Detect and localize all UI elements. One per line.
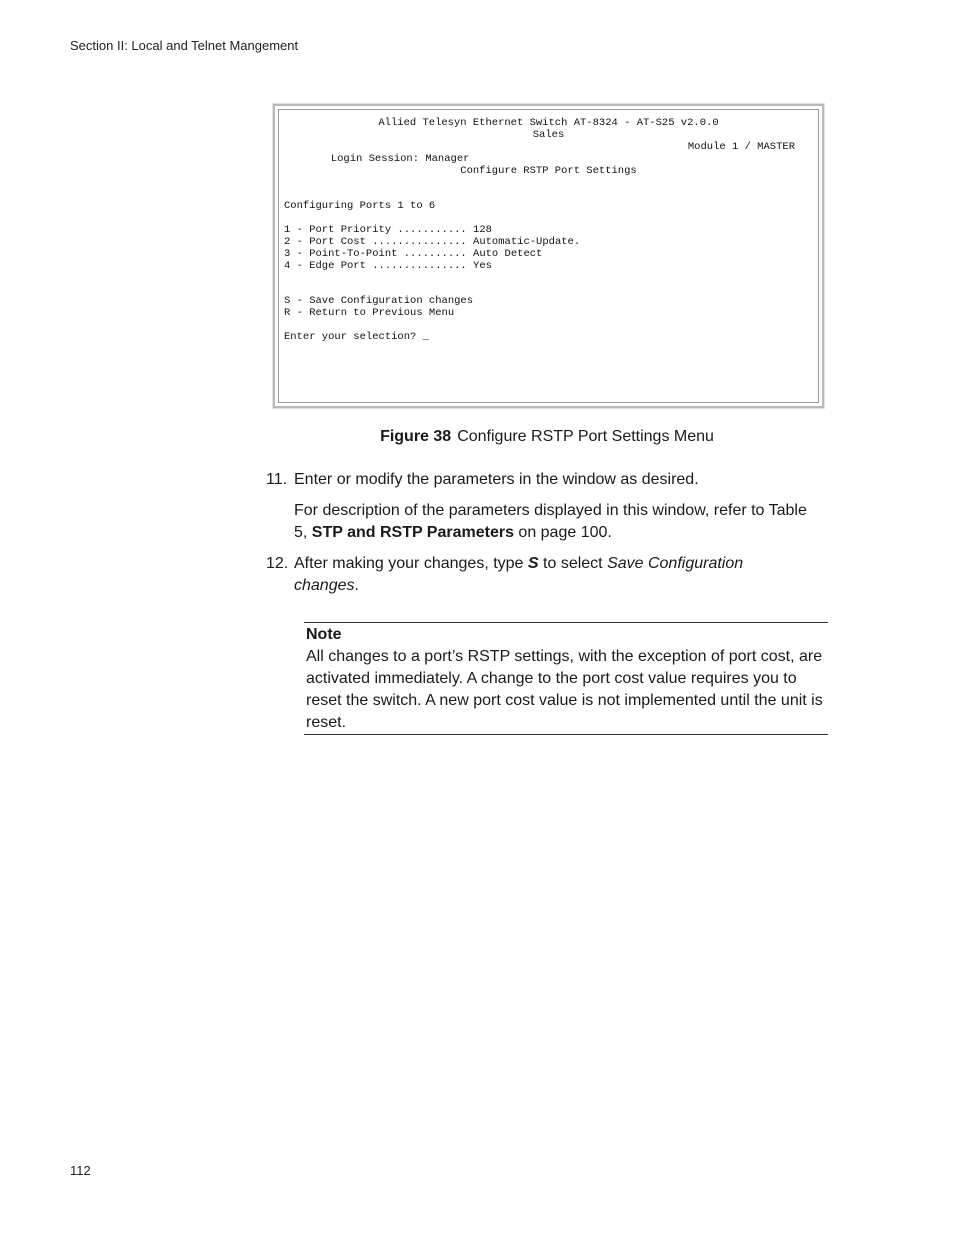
- menu-option-edge-port[interactable]: 4 - Edge Port ............... Yes: [284, 260, 492, 272]
- step-text-middle: to select: [538, 555, 608, 572]
- menu-option-return[interactable]: R - Return to Previous Menu: [284, 307, 455, 319]
- figure-label: Figure 38: [380, 428, 452, 445]
- terminal-subtitle: Sales: [532, 129, 565, 141]
- terminal-window: [278, 109, 819, 403]
- detail-text: For description of the parameters displayed in this window, refer to Table 5,: [294, 502, 807, 541]
- note-body: All changes to a port’s RSTP settings, with the exception of port cost, are activated immediately. A change to the port cost value requires you to reset the switch. A new port cost value is not implemented until the unit is reset.: [306, 648, 823, 731]
- running-header: Section II: Local and Telnet Mangement: [70, 38, 299, 53]
- step-text: [294, 553, 804, 597]
- step-11-detail: [294, 500, 814, 544]
- step-text: Enter or modify the parameters in the window as desired.: [294, 471, 699, 488]
- detail-page-ref: on page 100.: [513, 524, 612, 541]
- step-text-prefix: After making your changes, type: [294, 555, 528, 572]
- terminal-screenshot: [273, 104, 824, 408]
- terminal-title: Allied Telesyn Ethernet Switch AT-8324 - AT-S25 v2.0.0: [378, 117, 719, 129]
- key-s: S: [527, 555, 539, 572]
- login-session: Login Session: Manager: [330, 153, 470, 165]
- configuring-ports: Configuring Ports 1 to 6: [284, 200, 436, 212]
- note-box: [304, 622, 828, 735]
- table-reference: STP and RSTP Parameters: [311, 524, 514, 541]
- module-indicator: Module 1 / MASTER: [687, 141, 795, 153]
- step-number: 11.: [266, 471, 288, 488]
- menu-option-port-cost[interactable]: 2 - Port Cost ............... Automatic-Update.: [284, 236, 581, 248]
- note-title: Note: [306, 626, 342, 643]
- page-number: 112: [70, 1163, 91, 1178]
- figure-caption: [0, 428, 954, 446]
- save-configuration-term: Save Configuration changes: [294, 555, 744, 594]
- step-text-suffix: .: [354, 577, 359, 594]
- menu-option-port-priority[interactable]: 1 - Port Priority ........... 128: [284, 224, 492, 236]
- figure-caption-text: Configure RSTP Port Settings Menu: [457, 428, 714, 445]
- selection-prompt[interactable]: Enter your selection? _: [284, 331, 429, 343]
- step-number: 12.: [266, 555, 289, 572]
- menu-option-save[interactable]: S - Save Configuration changes: [284, 295, 474, 307]
- terminal-screen-title: Configure RSTP Port Settings: [460, 165, 637, 177]
- terminal-session-row: [293, 141, 813, 165]
- menu-option-point-to-point[interactable]: 3 - Point-To-Point .......... Auto Detect: [284, 248, 543, 260]
